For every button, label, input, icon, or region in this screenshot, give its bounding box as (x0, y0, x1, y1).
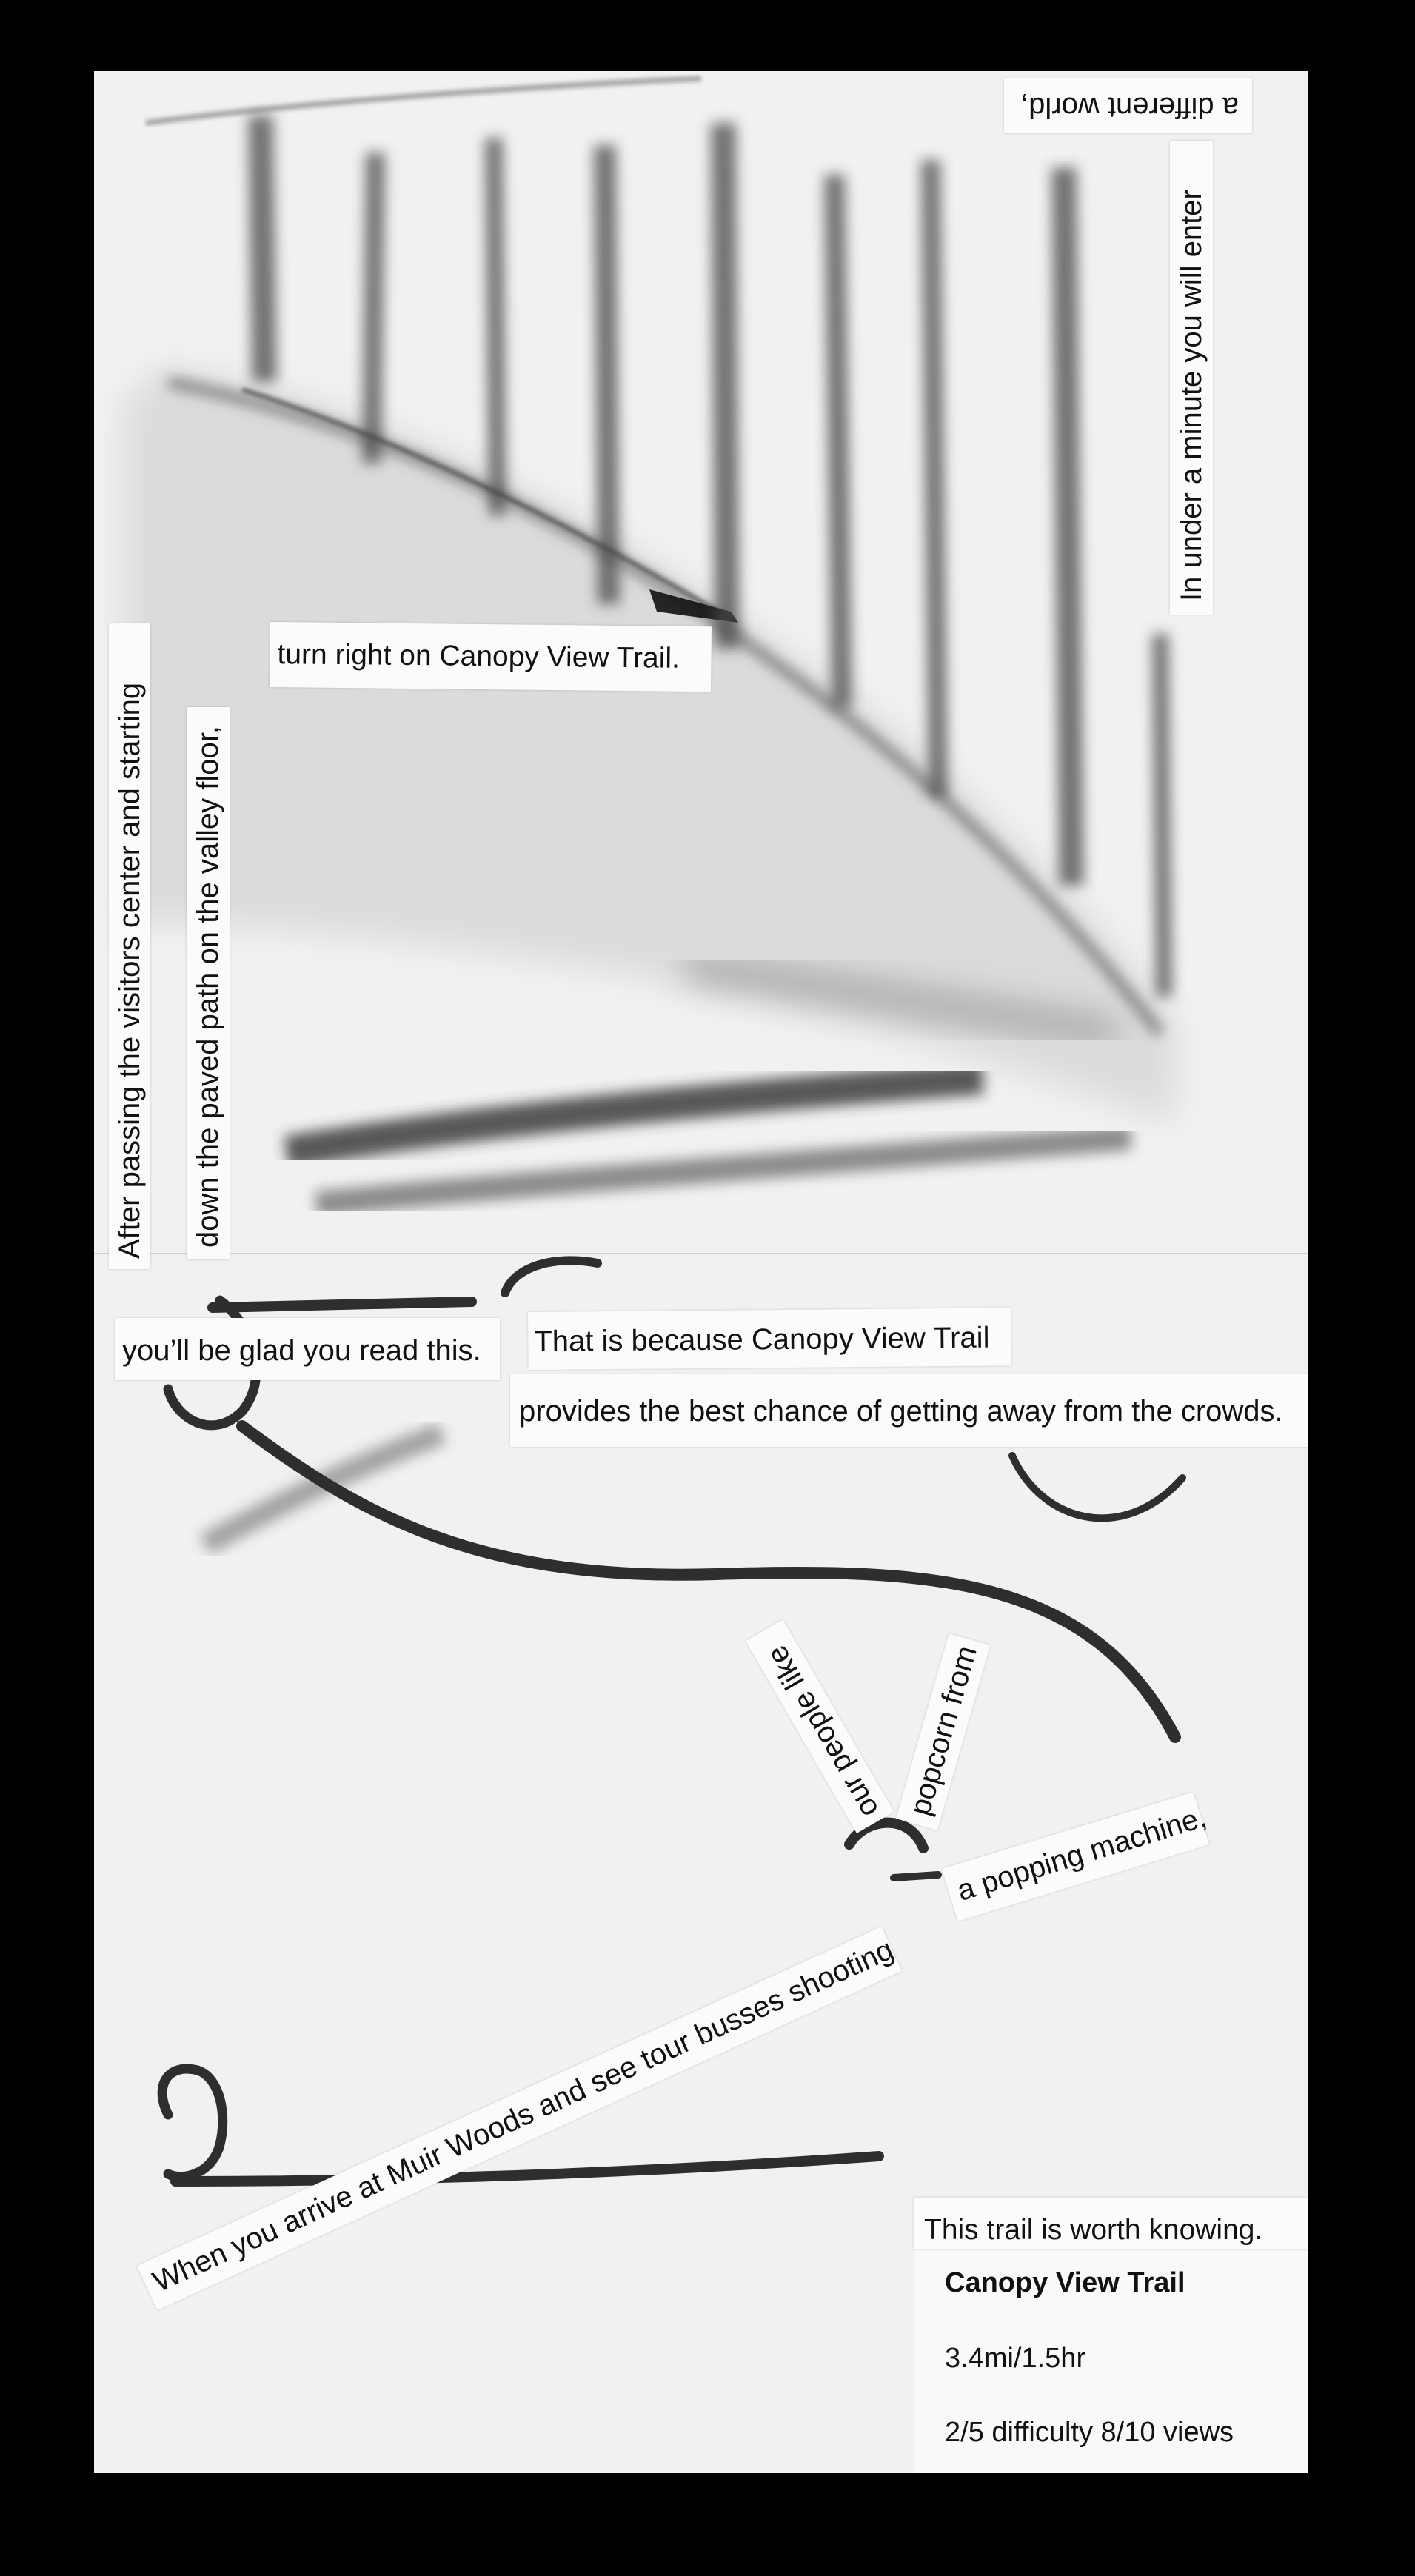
text-a-different-world: a different world, (1020, 91, 1239, 124)
text-a-popping-machine: a popping machine, (953, 1800, 1211, 1907)
text-that-is-because: That is because Canopy View Trail (534, 1321, 990, 1358)
charcoal-drawing (94, 71, 1308, 2473)
card-header-strip (914, 2198, 1308, 2249)
charcoal-top-streak (146, 78, 701, 123)
collage-paper (94, 71, 1308, 2473)
text-when-you-arrive: When you arrive at Muir Woods and see tour busses shooting (148, 1933, 899, 2299)
strip-after-passing (109, 623, 150, 1269)
text-turn-right: turn right on Canopy View Trail. (277, 638, 680, 675)
trail-ratings: 2/5 difficulty 8/10 views (945, 2417, 1234, 2448)
text-after-passing: After passing the visitors center and starting (113, 682, 146, 1259)
strip-youll-be-glad (115, 1318, 500, 1380)
strip-turn-right (270, 622, 712, 692)
text-trail-worth-knowing: This trail is worth knowing. (924, 2214, 1263, 2246)
strip-down-the-paved-path (187, 707, 230, 1259)
strip-a-different-world (1004, 78, 1252, 133)
trail-info-card (914, 2198, 1308, 2473)
text-down-the-paved-path: down the paved path on the valley floor, (192, 726, 224, 1248)
text-youll-be-glad: you’ll be glad you read this. (122, 1334, 481, 1367)
strip-provides-best-chance (510, 1374, 1308, 1447)
strip-that-is-because (528, 1308, 1011, 1370)
text-in-under-a-minute: In under a minute you will enter (1175, 190, 1208, 601)
strip-in-under-a-minute (1170, 141, 1213, 615)
trail-distance-time: 3.4mi/1.5hr (945, 2343, 1086, 2374)
text-our-people-like: our people like (760, 1639, 886, 1824)
text-provides-best-chance: provides the best chance of getting away from the crowds. (519, 1395, 1283, 1428)
trail-name: Canopy View Trail (945, 2267, 1185, 2298)
text-popcorn-from: popcorn from (903, 1642, 983, 1819)
